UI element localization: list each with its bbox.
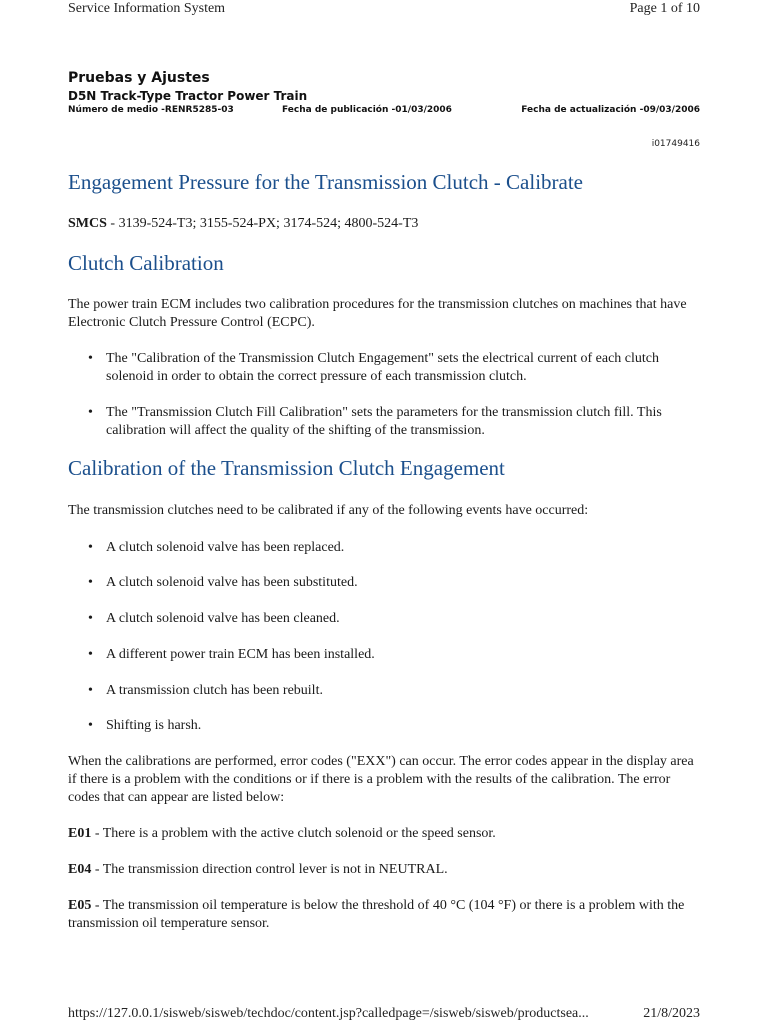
bullet-icon: • — [88, 718, 93, 733]
list-item — [68, 404, 704, 440]
error-code-e05 — [68, 897, 704, 933]
list-item-text: A clutch solenoid valve has been cleaned. — [106, 611, 340, 626]
list-item-text: Shifting is harsh. — [106, 718, 202, 733]
list-item — [68, 350, 704, 386]
page-number: Page 1 of 10 — [629, 1, 700, 16]
footer-url[interactable]: https://127.0.0.1/sisweb/sisweb/techdoc/content.jsp?calledpage=/sisweb/sisweb/productsea... — [68, 1006, 589, 1021]
section-heading-engagement-calibration: Calibration of the Transmission Clutch Engagement — [68, 456, 505, 480]
bullet-icon: • — [88, 683, 93, 698]
list-item-text: The "Calibration of the Transmission Clutch Engagement" sets the electrical current of each clutch solenoid in order to obtain the correct pressure of each transmission clutch. — [106, 351, 659, 384]
error-code: E01 — [68, 826, 92, 841]
smcs-codes: - 3139-524-T3; 3155-524-PX; 3174-524; 4800-524-T3 — [106, 216, 419, 231]
error-description: - The transmission oil temperature is below the threshold of 40 °C (104 °F) or there is a problem with the transmission oil temperature sensor. — [68, 898, 685, 931]
error-code: E04 — [68, 862, 92, 877]
section1-intro: The power train ECM includes two calibration procedures for the transmission clutches on machines that have Electronic Clutch Pressure Control (ECPC). — [68, 297, 687, 330]
document-type: Pruebas y Ajustes — [68, 70, 210, 86]
error-code-e01 — [68, 825, 704, 843]
bullet-icon: • — [88, 405, 93, 420]
section-heading-clutch-calibration: Clutch Calibration — [68, 251, 224, 275]
list-item-text: A clutch solenoid valve has been replaced. — [106, 540, 345, 555]
section2-intro: The transmission clutches need to be calibrated if any of the following events have occurred: — [68, 503, 589, 518]
bullet-icon: • — [88, 647, 93, 662]
bullet-icon: • — [88, 351, 93, 366]
error-description: - There is a problem with the active clutch solenoid or the speed sensor. — [91, 826, 496, 841]
document-id: i01749416 — [651, 139, 700, 149]
bullet-icon: • — [88, 575, 93, 590]
list-item — [68, 539, 704, 557]
errors-intro: When the calibrations are performed, error codes ("EXX") can occur. The error codes appear in the display area if there is a problem with the conditions or if there is a problem with the results of the calibration. The error codes that can appear are listed below: — [68, 754, 694, 805]
list-item — [68, 610, 704, 628]
list-item — [68, 717, 704, 735]
media-number: Número de medio -RENR5285-03 — [68, 105, 234, 115]
list-item-text: A different power train ECM has been installed. — [106, 647, 375, 662]
smcs-label: SMCS — [68, 216, 107, 231]
publication-date: Fecha de publicación -01/03/2006 — [282, 105, 452, 115]
bullet-icon: • — [88, 540, 93, 555]
bullet-icon: • — [88, 611, 93, 626]
footer-date: 21/8/2023 — [643, 1006, 700, 1021]
list-item-text: A clutch solenoid valve has been substituted. — [106, 575, 358, 590]
error-code: E05 — [68, 898, 92, 913]
smcs-line — [68, 215, 704, 233]
error-description: - The transmission direction control lever is not in NEUTRAL. — [91, 862, 448, 877]
list-item-text: A transmission clutch has been rebuilt. — [106, 683, 323, 698]
list-item — [68, 574, 704, 592]
system-title: Service Information System — [68, 1, 226, 16]
update-date: Fecha de actualización -09/03/2006 — [521, 105, 700, 115]
page-title: Engagement Pressure for the Transmission Clutch - Calibrate — [68, 170, 584, 194]
list-item — [68, 682, 704, 700]
list-item-text: The "Transmission Clutch Fill Calibration" sets the parameters for the transmission clutch fill. This calibration will affect the quality of the shifting of the transmission. — [106, 405, 662, 438]
list-item — [68, 646, 704, 664]
document-model: D5N Track-Type Tractor Power Train — [68, 89, 308, 103]
error-code-e04 — [68, 861, 704, 879]
